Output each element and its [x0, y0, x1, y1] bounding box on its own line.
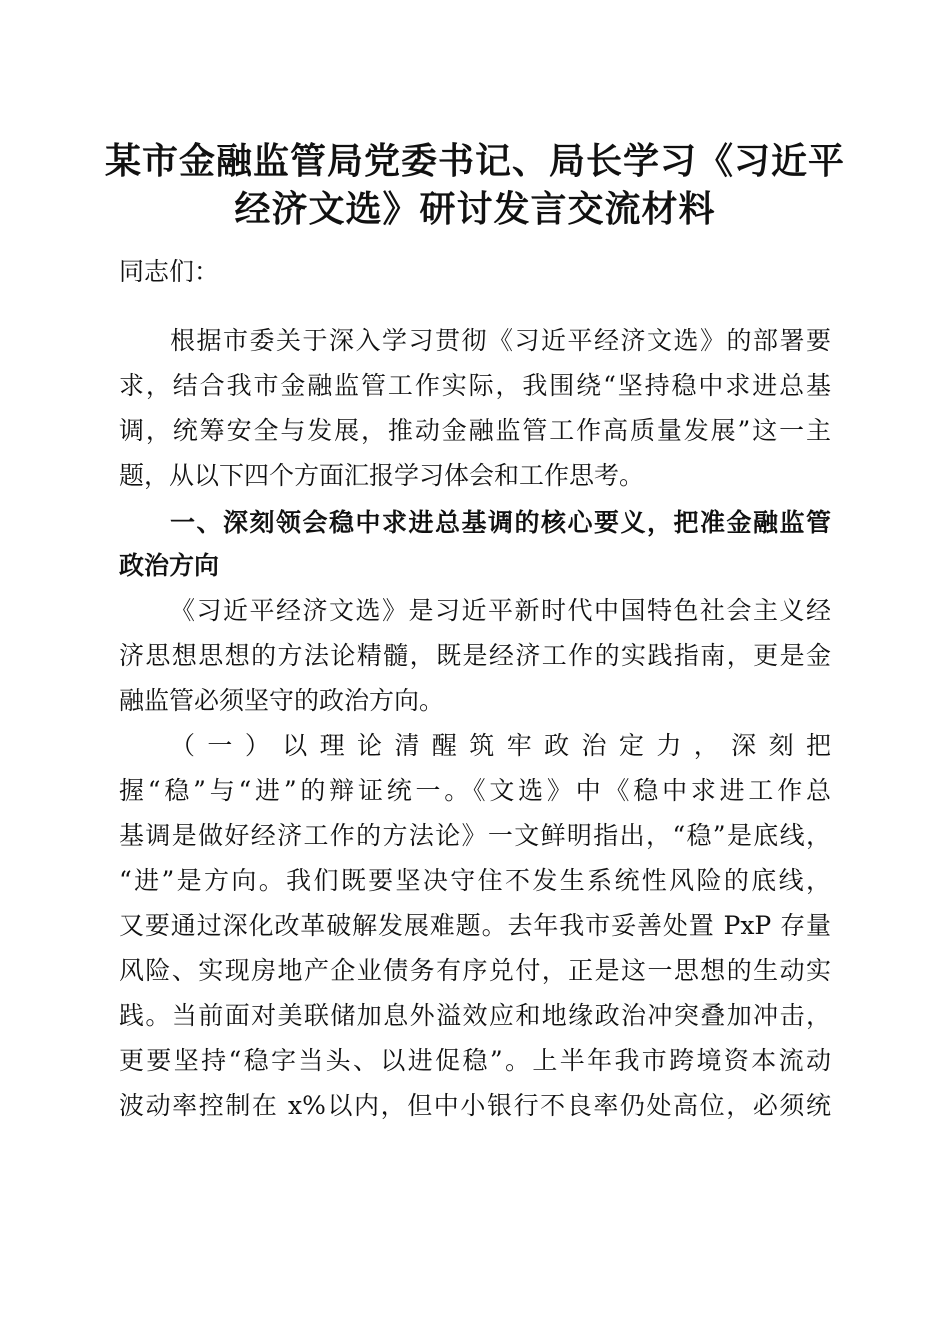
- paragraph-3-line-9: 波动率控制在 x%以内，但中小银行不良率仍处高位，必须统: [119, 1091, 831, 1120]
- paragraph-3-line-6: 风险、实现房地产企业债务有序兑付，正是这一思想的生动实: [119, 956, 831, 985]
- document-title-line-1: 某市金融监管局党委书记、局长学习《习近平: [104, 140, 845, 182]
- section-heading-line-2: 政治方向: [119, 551, 220, 580]
- paragraph-2-line-2: 济思想思想的方法论精髓，既是经济工作的实践指南，更是金: [119, 641, 831, 670]
- paragraph-3-line-4: “进”是方向。我们既要坚决守住不发生系统性风险的底线，: [119, 866, 831, 895]
- paragraph-1-line-2: 求，结合我市金融监管工作实际，我围绕“坚持稳中求进总基: [119, 371, 831, 400]
- paragraph-2-line-1: 《习近平经济文选》是习近平新时代中国特色社会主义经: [170, 596, 831, 625]
- salutation: 同志们：: [119, 257, 220, 286]
- paragraph-3-line-1: （一）以理论清醒筑牢政治定力，深刻把: [170, 731, 831, 760]
- paragraph-1-line-3: 调，统筹安全与发展，推动金融监管工作高质量发展”这一主: [119, 416, 831, 445]
- paragraph-3-line-2: 握“稳”与“进”的辩证统一。《文选》中《稳中求进工作总: [119, 776, 831, 805]
- paragraph-1-line-1: 根据市委关于深入学习贯彻《习近平经济文选》的部署要: [170, 326, 831, 355]
- paragraph-3-line-5: 又要通过深化改革破解发展难题。去年我市妥善处置 PxP 存量: [119, 911, 831, 940]
- document-title-line-2: 经济文选》研讨发言交流材料: [234, 188, 716, 230]
- paragraph-3-line-7: 践。当前面对美联储加息外溢效应和地缘政治冲突叠加冲击，: [119, 1001, 831, 1030]
- paragraph-2-line-3: 融监管必须坚守的政治方向。: [119, 686, 445, 715]
- paragraph-1-line-4: 题，从以下四个方面汇报学习体会和工作思考。: [119, 461, 645, 490]
- paragraph-3-line-3: 基调是做好经济工作的方法论》一文鲜明指出，“稳”是底线，: [119, 821, 831, 850]
- paragraph-3-line-8: 更要坚持“稳字当头、以进促稳”。上半年我市跨境资本流动: [119, 1046, 831, 1075]
- section-heading-line-1: 一、深刻领会稳中求进总基调的核心要义，把准金融监管: [170, 508, 831, 537]
